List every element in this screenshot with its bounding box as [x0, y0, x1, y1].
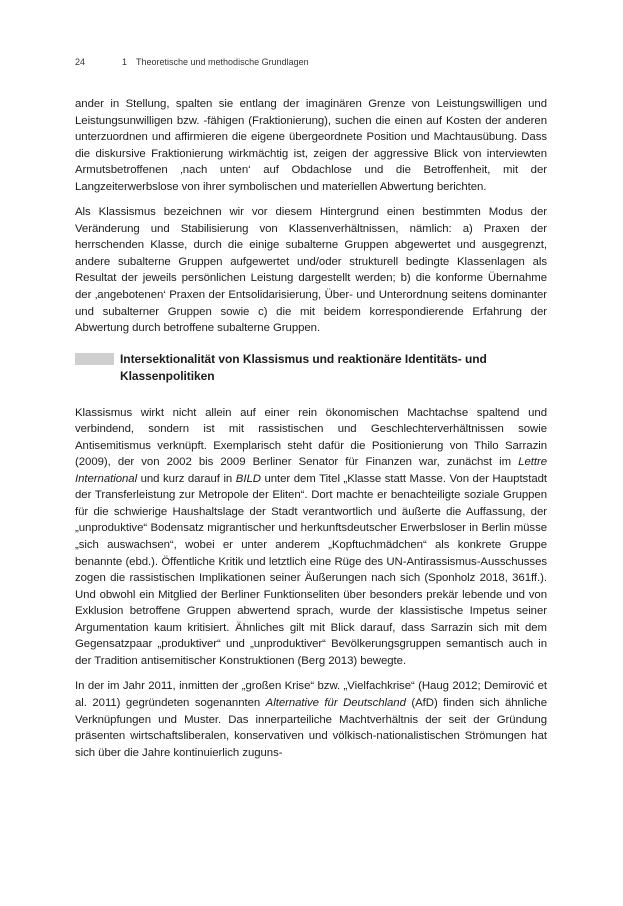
paragraph-3-italic-lettre: Lettre International: [75, 456, 547, 485]
page-number: 24: [75, 57, 86, 67]
paragraph-1: ander in Stellung, spalten sie entlang der imaginären Grenze von Leistungswilligen und Leistungsunwilligen bzw. -fähigen (Fraktionierung), suchen die einen auf Kosten der anderen unterzuordnen und affirmieren die eigene übergeordnete Position und Machtausübung. Dass die diskursive Fraktionierung wirkmächtig ist, zeigen der aggressive Blick von interviewten Armutsbetroffenen ‚nach unten‘ auf Obdachlose und die Betroffenheit, mit der Langzeiterwerbslose von ihrer symbolischen und materiellen Abwertung berichten.: [75, 98, 547, 193]
paragraph-2: Als Klassismus bezeichnen wir vor diesem Hintergrund einen bestimmten Modus der Veränderung und Stabilisierung von Klassenverhältnissen, nämlich: a) Praxen der herrschenden Klasse, durch die einige subalterne Gruppen abgewertet und ausgegrenzt, andere subalterne Gruppen aufgewertet und/oder strukturell bedingte Klassenlagen als Resultat der jeweils persönlichen Leistung dargestellt werden; b) die konforme Übernahme der ‚angebotenen‘ Praxen der Entsolidarisierung, Über- und Unterordnung seitens dominanter und subalterner Gruppen sowie c) die mit beidem korrespondierende Erfahrung der Abwertung durch betroffene subalterne Gruppen.: [75, 206, 547, 335]
paragraph-4: [75, 678, 547, 761]
paragraph-3-italic-bild: BILD: [235, 472, 261, 485]
paragraph-4-text-c: (AfD) finden sich ähnliche Verknüpfungen und Muster. Das innerparteiliche Machtverhältnis der seit der Gründung präsenten wirtschaftsliberalen, konservativen und völkisch-nationalistischen Strömungen hat sich über die Jahre kontinuierlich zuguns-: [75, 696, 548, 759]
paragraph-3-text-c: und kurz darauf in: [137, 472, 236, 485]
section-heading-block: [75, 351, 547, 391]
paragraph-4-text-a: In der im Jahr 2011, inmitten der „großen Krise“ bzw. „Vielfachkrise“ (Haug 2012; Demirović et al. 2011) gegründeten sogenannten: [75, 680, 547, 709]
chapter-number: 1: [122, 57, 128, 67]
paragraph-3-text-e: unter dem Titel „Klasse statt Masse. Von der Hauptstadt der Transferleistung zur Metropole der Eliten“. Dort machte er benachteiligte soziale Gruppen für die schwierige Haushaltslage der Stadt verantwortlich und äußerte die Auffassung, der „unproduktive“ Bodensatz migrantischer und herkunftsdeutscher Erwerbsloser in Berlin müsse „sich auswachsen“, wobei er unter anderem „Kopftuchmädchen“ als konkrete Gruppe benannte (ebd.). Öffentliche Kritik und letztlich eine Rüge des UN-Antirassismus-Ausschusses zogen die rassistischen Implikationen seiner Äußerungen nach sich (Sponholz 2018, 361ff.). Und obwohl ein Mitglied der Berliner Funktionseliten über besonders prekär lebende und von Exklusion betroffene Gruppen abwertend sprach, wurde der klassistische Impetus seiner Argumentation kaum kritisiert. Ähnliches gilt mit Blick darauf, dass Sarrazin sich mit dem Gegensatzpaar „produktiver“ und „unproduktiver“ Bevölkerungsgruppen semantisch auch in der Tradition antisemitischer Konstruktionen (Berg 2013) bewegte.: [75, 472, 547, 667]
running-title: Theoretische und methodische Grundlagen: [136, 57, 309, 67]
section-heading: Intersektionalität von Klassismus und reaktionäre Identitäts- und Klassenpolitiken: [120, 351, 487, 383]
paragraph-3-text-a: Klassismus wirkt nicht allein auf einer rein ökonomischen Machtachse spaltend und verbindend, sondern ist mit rassistischen und Geschlechterverhältnissen sowie Antisemitismus verknüpft. Exemplarisch steht dafür die Positionierung von Thilo Sarrazin (2009), der von 2002 bis 2009 Berliner Senator für Finanzen war, zunächst im: [75, 406, 547, 469]
paragraph-4-italic-afd: Alternative für Deutschland: [265, 696, 406, 709]
paragraph-3: [75, 405, 547, 670]
body-text: [75, 96, 547, 770]
heading-marker-bar: [75, 353, 114, 365]
